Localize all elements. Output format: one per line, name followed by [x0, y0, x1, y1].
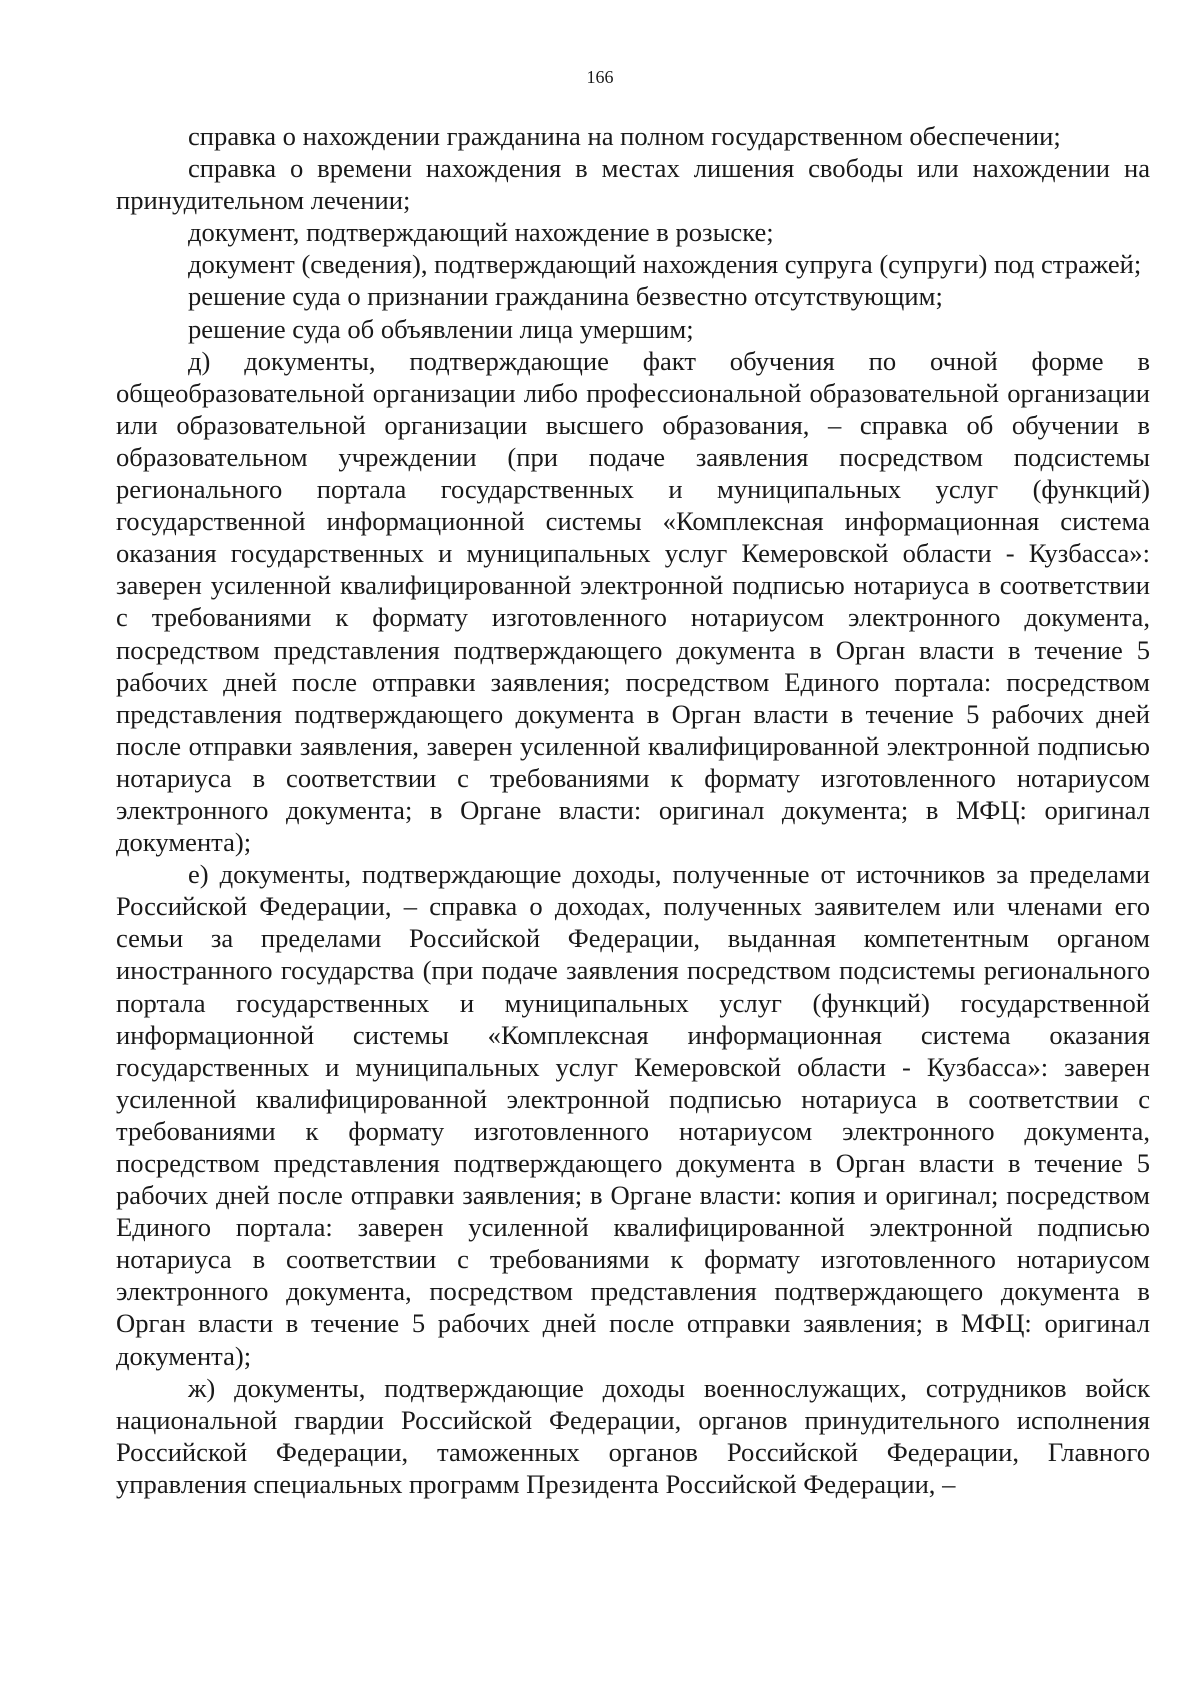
paragraph: справка о времени нахождения в местах лишения свободы или нахождении на принудительном лечении; — [116, 153, 1150, 216]
paragraph: справка о нахождении гражданина на полном государственном обеспечении; — [188, 121, 1061, 151]
paragraph: документ, подтверждающий нахождение в розыске; — [188, 217, 774, 248]
list-item-zh: ж) документы, подтверждающие доходы военнослужащих, сотрудников войск национальной гвардии Российской Федерации, органов принудительного исполнения Российской Федерации, таможенных органов Российской Федерации, Главного управления специальных программ Президента Российской Федерации, – — [116, 1372, 1150, 1499]
paragraph: решение суда об объявлении лица умершим; — [188, 313, 694, 344]
list-item-e: е) документы, подтверждающие доходы, полученные от источников за пределами Российской Федерации, – справка о доходах, полученных заявителем или членами его семьи за пределами Российской Федерации, выданная компетентным органом иностранного государства (при подаче заявления посредством подсистемы регионального портала государственных и муниципальных услуг (функций) государственной информационной системы «Комплексная информационная система оказания государственных и муниципальных услуг Кемеровской области - Кузбасса»: заверен усиленной квалифицированной электронной подписью нотариуса в соответствии с требованиями к формату изготовленного нотариусом электронного документа, посредством представления подтверждающего документа в Орган власти в течение 5 рабочих дней после отправки заявления; в Органе власти: копия и оригинал; посредством Единого портала: заверен усиленной квалифицированной электронной подписью нотариуса в соответствии с требованиями к формату изготовленного нотариусом электронного документа, посредством представления подтверждающего документа в Орган власти в течение 5 рабочих дней после отправки заявления; в МФЦ: оригинал документа); — [116, 859, 1150, 1371]
page-number: 166 — [586, 67, 614, 87]
paragraph: решение суда о признании гражданина безвестно отсутствующим; — [188, 281, 943, 312]
document-body — [116, 120, 1150, 1500]
list-item-d: д) документы, подтверждающие факт обучения по очной форме в общеобразовательной организации либо профессиональной образовательной организации или образовательной организации высшего образования, – справка об обучении в образовательном учреждении (при подаче заявления посредством подсистемы регионального портала государственных и муниципальных услуг (функций) государственной информационной системы «Комплексная информационная система оказания государственных и муниципальных услуг Кемеровской области - Кузбасса»: заверен усиленной квалифицированной электронной подписью нотариуса в соответствии с требованиями к формату изготовленного нотариусом электронного документа, посредством представления подтверждающего документа в Орган власти в течение 5 рабочих дней после отправки заявления; посредством Единого портала: посредством представления подтверждающего документа в Орган власти в течение 5 рабочих дней после отправки заявления, заверен усиленной квалифицированной электронной подписью нотариуса в соответствии с требованиями к формату изготовленного нотариусом электронного документа; в Органе власти: оригинал документа; в МФЦ: оригинал документа); — [116, 345, 1150, 858]
paragraph: документ (сведения), подтверждающий нахождения супруга (супруги) под стражей; — [188, 249, 1142, 280]
